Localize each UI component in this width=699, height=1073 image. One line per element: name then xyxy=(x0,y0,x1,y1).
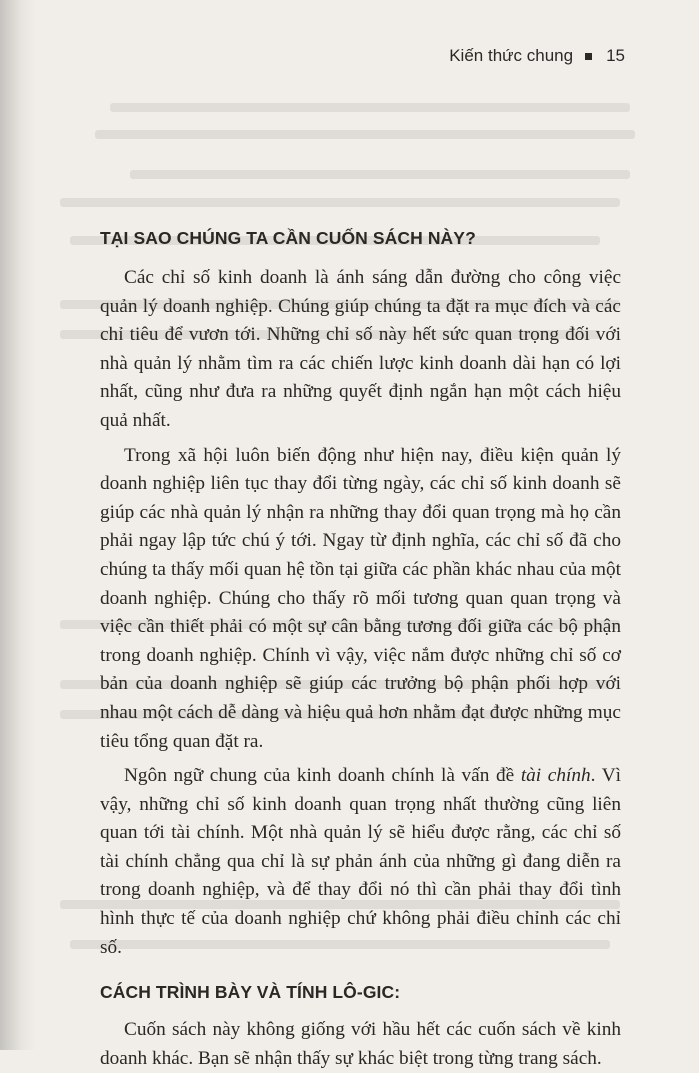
paragraph xyxy=(100,762,621,962)
binding-shadow xyxy=(0,0,36,1050)
chapter-title: Kiến thức chung xyxy=(449,46,574,65)
header-separator-square xyxy=(585,53,592,60)
page-body xyxy=(100,218,621,1073)
running-header xyxy=(449,46,625,66)
paragraph: Cuốn sách này không giống với hầu hết các cuốn sách về kinh doanh khác. Bạn sẽ nhận thấy sự khác biệt trong từng trang sách. xyxy=(100,1019,621,1069)
paragraph: Trong xã hội luôn biến động như hiện nay, điều kiện quản lý doanh nghiệp liên tục thay đổi từng ngày, các chỉ số kinh doanh sẽ giúp các nhà quản lý nhận ra những thay đổi quan trọng mà họ cần phải ngay lập tức chú ý tới. Ngay từ định nghĩa, các chỉ số đã cho chúng ta thấy mối quan hệ tồn tại giữa các phần khác nhau của một doanh nghiệp. Chúng cho thấy rõ mối tương quan quan trọng và việc cần thiết phải có một sự cân bằng tương đối giữa các bộ phận trong doanh nghiệp. Chính vì vậy, việc nắm được những chỉ số cơ bản của doanh nghiệp sẽ giúp các trưởng bộ phận phối hợp với nhau một cách dễ dàng và hiệu quả hơn nhằm đạt được những mục tiêu tổng quan đặt ra. xyxy=(100,444,621,752)
paragraph-text: . Vì vậy, những chỉ số kinh doanh quan trọng nhất thường cũng liên quan tới tài chính. Một nhà quản lý sẽ hiểu được rằng, các chỉ số tài chính chẳng qua chỉ là sự phản ánh của những gì đang diễn ra trong doanh nghiệp, và để thay đổi nó thì cần phải thay đổi tình hình thực tế của doanh nghiệp chứ không phải điều chỉnh các chỉ số. xyxy=(100,765,621,958)
section-heading-structure: CÁCH TRÌNH BÀY VÀ TÍNH LÔ-GIC: xyxy=(100,982,401,1003)
paragraph: Các chỉ số kinh doanh là ánh sáng dẫn đường cho công việc quản lý doanh nghiệp. Chúng giúp chúng ta đặt ra mục đích và các chỉ tiêu để vươn tới. Những chỉ số này hết sức quan trọng đối với nhà quản lý nhằm tìm ra các chiến lược kinh doanh dài hạn có lợi nhất, cũng như đưa ra những quyết định ngắn hạn một cách hiệu quả nhất. xyxy=(100,267,621,431)
page-number: 15 xyxy=(606,46,625,65)
section-heading-why: TẠI SAO CHÚNG TA CẦN CUỐN SÁCH NÀY? xyxy=(100,228,476,248)
emphasis-text: tài chính xyxy=(520,765,591,787)
paragraph-text: Ngôn ngữ chung của kinh doanh chính là vấn đề xyxy=(124,765,521,787)
